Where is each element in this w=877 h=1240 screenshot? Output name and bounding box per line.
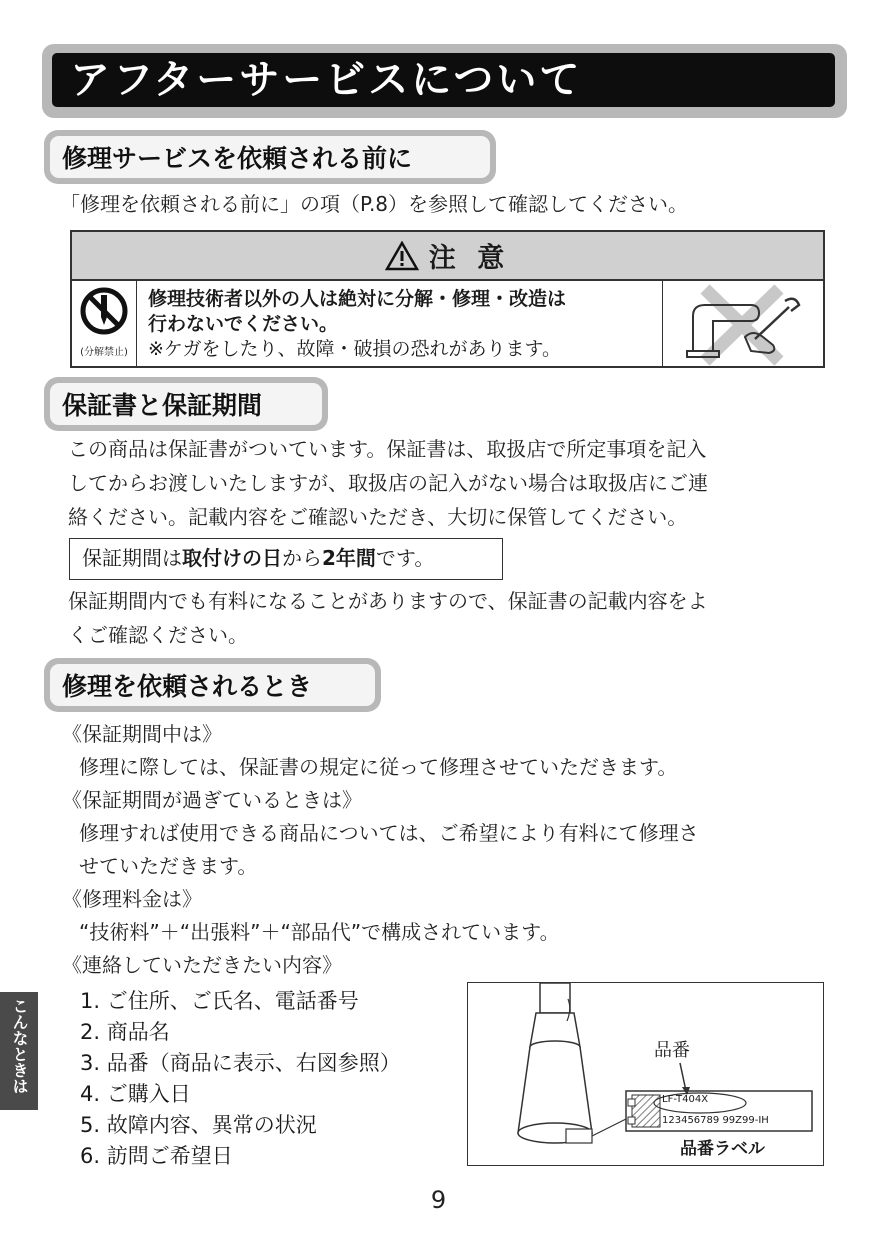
warranty-paragraph-line: 絡ください。記載内容をご確認いただき、大切に保管してください。 bbox=[68, 505, 688, 529]
faucet-illustration bbox=[468, 983, 823, 1165]
section-heading-request bbox=[44, 658, 381, 712]
side-index-tab[interactable] bbox=[0, 992, 38, 1110]
after-warranty-text: 修理すれば使用できる商品については、ご希望により有料にて修理さ bbox=[79, 821, 699, 845]
section-heading-before-repair bbox=[44, 130, 496, 184]
section-heading-text: 修理サービスを依頼される前に bbox=[50, 136, 490, 178]
after-warranty-text: せていただきます。 bbox=[79, 854, 258, 878]
warranty-note-line: 保証期間内でも有料になることがありますので、保証書の記載内容をよ bbox=[68, 589, 708, 613]
page-number: 9 bbox=[430, 1186, 447, 1214]
caution-line-1: 修理技術者以外の人は絶対に分解・修理・改造は bbox=[148, 288, 567, 310]
section-heading-text: 保証書と保証期間 bbox=[50, 383, 322, 425]
model-label-figure bbox=[467, 982, 824, 1166]
list-item: 4. ご購入日 bbox=[80, 1082, 191, 1106]
serial-number: 123456789 99Z99-IH bbox=[662, 1115, 769, 1126]
caution-text bbox=[148, 287, 566, 362]
before-repair-text: 「修理を依頼される前に」の項（P.8）を参照して確認してください。 bbox=[60, 192, 689, 216]
warranty-period-box bbox=[69, 538, 503, 580]
warranty-paragraph-line: してからお渡しいたしますが、取扱店の記入がない場合は取扱店にご連 bbox=[68, 471, 708, 495]
figure-caption: 品番ラベル bbox=[680, 1139, 765, 1159]
section-heading-warranty bbox=[44, 377, 328, 431]
period-prefix: 保証期間は bbox=[82, 546, 182, 570]
page-title: アフターサービスについて bbox=[52, 53, 835, 107]
list-item: 3. 品番（商品に表示、右図参照） bbox=[80, 1051, 401, 1075]
during-warranty-text: 修理に際しては、保証書の規定に従って修理させていただきます。 bbox=[79, 755, 678, 779]
prohibition-cell bbox=[72, 281, 137, 368]
list-item: 6. 訪問ご希望日 bbox=[80, 1144, 233, 1168]
list-item: 5. 故障内容、異常の状況 bbox=[80, 1113, 317, 1137]
caution-line-3: ※ケガをしたり、故障・破損の恐れがあります。 bbox=[148, 338, 562, 360]
caution-line-2: 行わないでください。 bbox=[148, 313, 339, 335]
section-heading-text: 修理を依頼されるとき bbox=[50, 664, 375, 706]
period-suffix: です。 bbox=[375, 546, 435, 570]
repair-fee-text: “技術料”＋“出張料”＋“部品代”で構成されています。 bbox=[79, 920, 560, 944]
warranty-note-line: くご確認ください。 bbox=[68, 623, 248, 647]
hinban-label: 品番 bbox=[654, 1040, 690, 1061]
caution-title: 注 意 bbox=[428, 243, 511, 274]
caution-box bbox=[70, 230, 825, 368]
after-warranty-title: 《保証期間が過ぎているときは》 bbox=[62, 788, 362, 812]
no-disassembly-icon bbox=[72, 281, 136, 343]
warning-icon bbox=[385, 241, 419, 271]
repair-fee-title: 《修理料金は》 bbox=[62, 887, 202, 911]
period-length: 2年間 bbox=[322, 546, 376, 570]
period-start: 取付けの日 bbox=[182, 546, 282, 570]
side-tab-label: こんなときは bbox=[10, 998, 29, 1094]
contact-info-title: 《連絡していただきたい内容》 bbox=[62, 953, 342, 977]
caution-header bbox=[72, 232, 823, 281]
list-item: 1. ご住所、ご氏名、電話番号 bbox=[80, 989, 359, 1013]
model-number: LF-T404X bbox=[662, 1094, 709, 1105]
list-item: 2. 商品名 bbox=[80, 1020, 170, 1044]
no-repair-illustration bbox=[662, 281, 824, 368]
prohibition-label: (分解禁止) bbox=[80, 347, 128, 358]
during-warranty-title: 《保証期間中は》 bbox=[62, 722, 222, 746]
period-mid: から bbox=[282, 546, 322, 570]
warranty-paragraph-line: この商品は保証書がついています。保証書は、取扱店で所定事項を記入 bbox=[68, 437, 707, 461]
